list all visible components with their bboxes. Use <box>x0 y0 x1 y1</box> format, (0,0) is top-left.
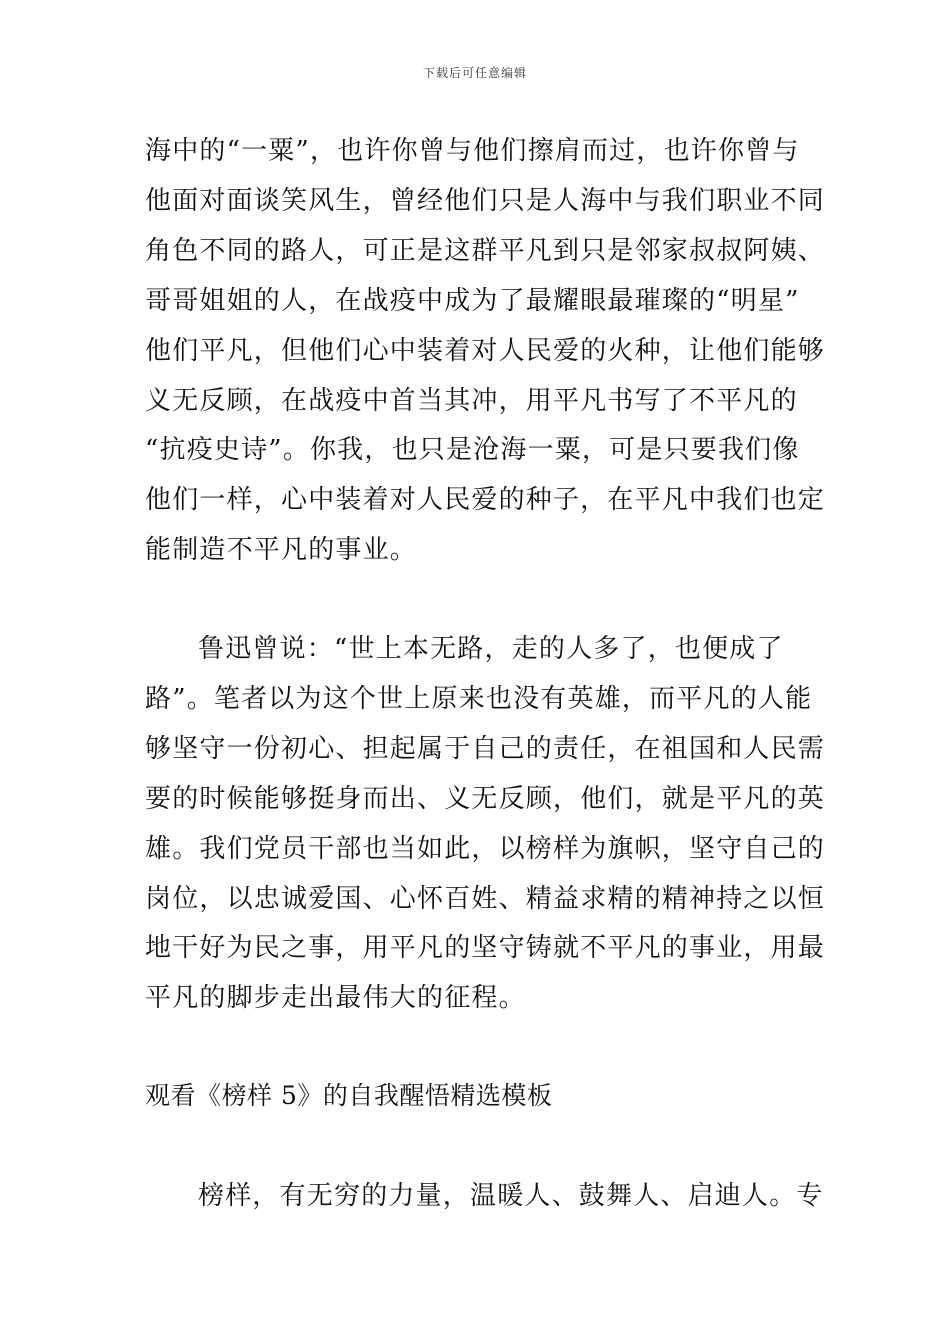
text-line: 雄。我们党员干部也当如此，以榜样为旗帜，坚守自己的 <box>145 834 826 864</box>
section-title-text: 观看《榜样 5》的自我醒悟精选模板 <box>145 1081 553 1110</box>
text-line: “抗疫史诗”。你我，也只是沧海一粟，可是只要我们像 <box>145 435 800 465</box>
text-line: 要的时候能够挺身而出、义无反顾，他们，就是平凡的英 <box>145 784 826 814</box>
text-line: 路”。笔者以为这个世上原来也没有英雄，而平凡的人能 <box>145 684 813 714</box>
text-line: 能制造不平凡的事业。 <box>145 535 418 565</box>
text-line: 他面对面谈笑风生，曾经他们只是人海中与我们职业不同 <box>145 186 826 216</box>
text-line: 平凡的脚步走出最伟大的征程。 <box>145 983 526 1013</box>
text-line: 地干好为民之事，用平凡的坚守铸就不平凡的事业，用最 <box>145 933 826 963</box>
text-line: 他们平凡，但他们心中装着对人民爱的火种，让他们能够 <box>145 336 826 366</box>
text-line: 海中的“一粟”，也许你曾与他们擦肩而过，也许你曾与 <box>145 136 800 166</box>
text-line: 哥哥姐姐的人，在战疫中成为了最耀眼最璀璨的“明星” <box>145 286 800 316</box>
text-line: 榜样，有无穷的力量，温暖人、鼓舞人、启迪人。专 <box>198 1181 824 1211</box>
text-line: 够坚守一份初心、担起属于自己的责任，在祖国和人民需 <box>145 734 826 764</box>
page-header: 下载后可任意编辑 <box>422 66 527 80</box>
text-line: 义无反顾，在战疫中首当其冲，用平凡书写了不平凡的 <box>145 386 798 416</box>
text-line: 他们一样，心中装着对人民爱的种子，在平凡中我们也定 <box>145 485 826 515</box>
text-line: 角色不同的路人，可正是这群平凡到只是邻家叔叔阿姨、 <box>145 236 826 266</box>
text-line: 鲁迅曾说：“世上本无路，走的人多了，也便成了 <box>198 634 784 664</box>
text-line: 岗位，以忠诚爱国、心怀百姓、精益求精的精神持之以恒 <box>145 884 826 914</box>
